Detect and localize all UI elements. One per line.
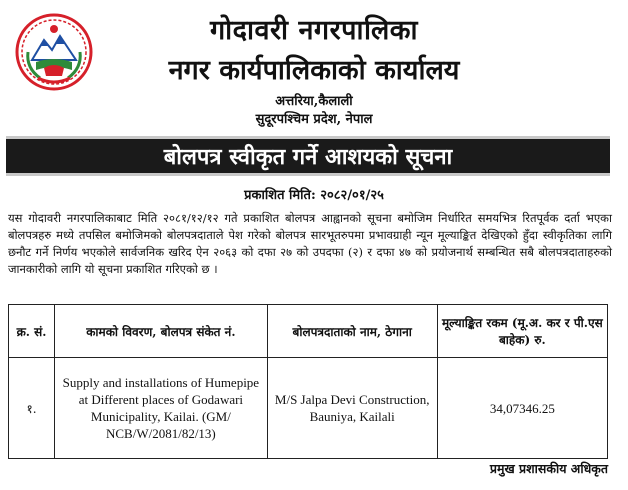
office-name: नगर कार्यपालिकाको कार्यालय [168,55,460,86]
notice-body: यस गोदावरी नगरपालिकाबाट मिति २०८१/१२/१२ गते प्रकाशित बोलपत्र आह्वानको सूचना बमोजिम निर्धारित समयभित्र रितपूर्वक दर्ता भएका बोलपत्रहरु मध्ये तपसिल बमोजिमको बोलपत्रदाताले पेश गरेको बोलपत्र सारभूतरुपमा प्रभावग्राही न्यून मूल्याङ्कित देखिएको हुँदा स्वीकृतिका लागि छनौट गर्ने निर्णय भएकोले सार्वजनिक खरिद ऐन २०६३ को दफा २७ को उपदफा (२) र दफा ४७ को प्रयोजनार्थ सम्बन्धित सबै बोलपत्रदाताहरुको जानकारीको लागि यो सूचना प्रकाशित गरिएको छ । [8,211,612,276]
cell-serial: १. [9,358,55,459]
notice-title-banner [6,136,610,176]
header-bidder: बोलपत्रदाताको नाम, ठेगाना [267,305,437,358]
header-serial: क्र. सं. [9,305,55,358]
address-line-1: अत्तरिया,कैलाली [275,94,353,109]
cell-work-description: Supply and installations of Humepipe at Different places of Godawari Municipality, Kailai. (GM/ NCB/W/2081/82/13) [55,358,268,459]
table-header-row [9,305,608,358]
table-row [9,358,608,459]
cell-bidder: M/S Jalpa Devi Construction, Bauniya, Kailali [267,358,437,459]
notice-title: बोलपत्र स्वीकृत गर्ने आशयको सूचना [163,144,453,170]
organization-name: गोदावरी नगरपालिका [209,15,419,46]
award-table [8,304,608,459]
address-line-2: सुदूरपश्चिम प्रदेश, नेपाल [255,112,373,127]
signature-designation: प्रमुख प्रशासकीय अधिकृत [489,461,608,476]
cell-amount: 34,07346.25 [437,358,607,459]
header-work-description: कामको विवरण, बोलपत्र संकेत नं. [55,305,268,358]
published-date: प्रकाशित मिति: २०८२/०१/२५ [244,188,384,203]
header-evaluated-amount: मूल्याङ्कित रकम (मू.अ. कर र पी.एस बाहेक) रु. [437,305,607,358]
